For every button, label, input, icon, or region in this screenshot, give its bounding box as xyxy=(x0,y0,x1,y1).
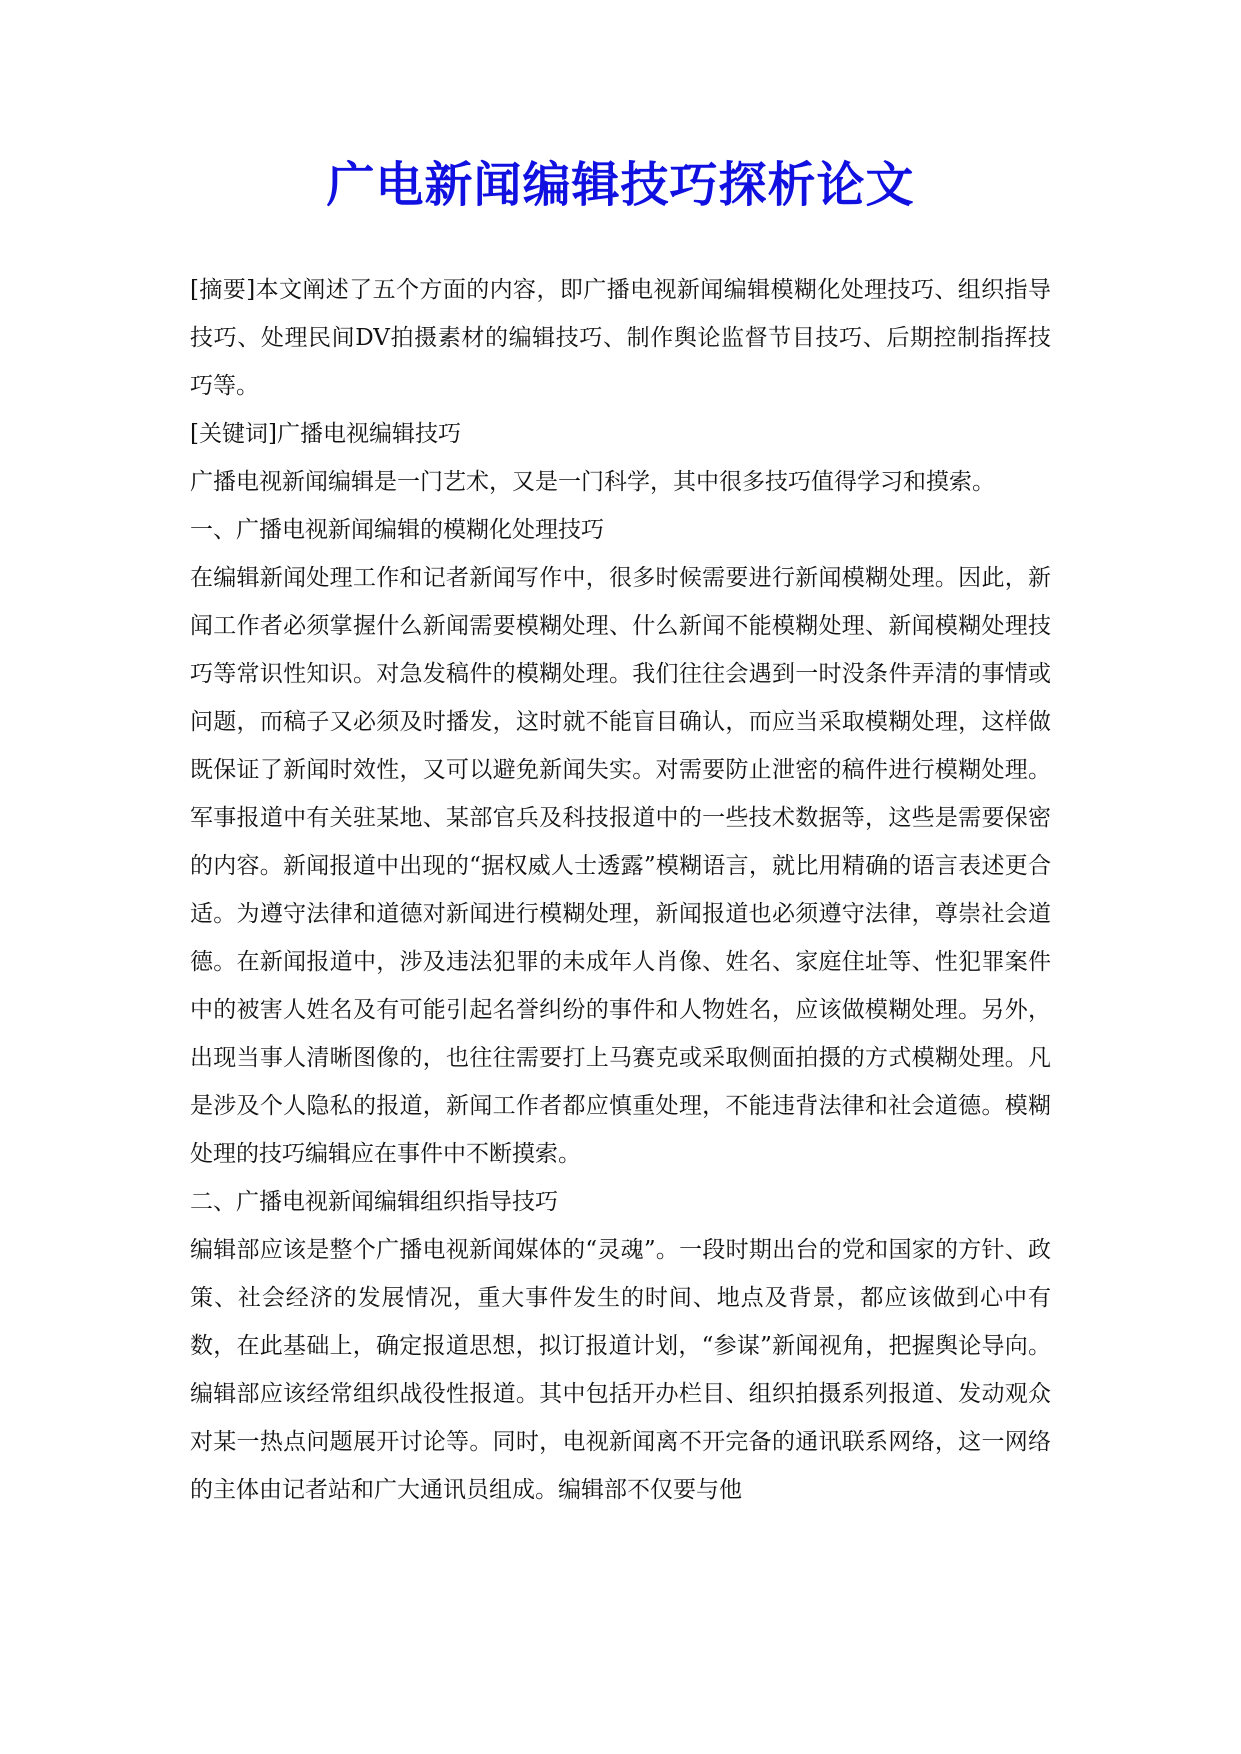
body-paragraph: 在编辑新闻处理工作和记者新闻写作中，很多时候需要进行新闻模糊处理。因此，新闻工作者必须掌握什么新闻需要模糊处理、什么新闻不能模糊处理、新闻模糊处理技巧等常识性知识。对急发稿件的模糊处理。我们往往会遇到一时没条件弄清的事情或问题，而稿子又必须及时播发，这时就不能盲目确认，而应当采取模糊处理，这样做既保证了新闻时效性，又可以避免新闻失实。对需要防止泄密的稿件进行模糊处理。军事报道中有关驻某地、某部官兵及科技报道中的一些技术数据等，这些是需要保密的内容。新闻报道中出现的“据权威人士透露”模糊语言，就比用精确的语言表述更合适。为遵守法律和道德对新闻进行模糊处理，新闻报道也必须遵守法律，尊崇社会道德。在新闻报道中，涉及违法犯罪的未成年人肖像、姓名、家庭住址等、性犯罪案件中的被害人姓名及有可能引起名誉纠纷的事件和人物姓名，应该做模糊处理。另外，出现当事人清晰图像的，也往往需要打上马赛克或采取侧面拍摄的方式模糊处理。凡是涉及个人隐私的报道，新闻工作者都应慎重处理，不能违背法律和社会道德。模糊处理的技巧编辑应在事件中不断摸索。 xyxy=(190,565,1051,1167)
document-title: 广电新闻编辑技巧探析论文 xyxy=(326,157,915,213)
body-paragraph: 编辑部应该是整个广播电视新闻媒体的“灵魂”。一段时期出台的党和国家的方针、政策、社会经济的发展情况，重大事件发生的时间、地点及背景，都应该做到心中有数，在此基础上，确定报道思想，拟订报道计划，“参谋”新闻视角，把握舆论导向。编辑部应该经常组织战役性报道。其中包括开办栏目、组织拍摄系列报道、发动观众对某一热点问题展开讨论等。同时，电视新闻离不开完备的通讯联系网络，这一网络的主体由记者站和广大通讯员组成。编辑部不仅要与他 xyxy=(190,1237,1051,1503)
document-body xyxy=(190,266,1051,1514)
intro-paragraph: 广播电视新闻编辑是一门艺术，又是一门科学，其中很多技巧值得学习和摸索。 xyxy=(190,469,995,495)
section-heading-1: 一、广播电视新闻编辑的模糊化处理技巧 xyxy=(190,517,604,543)
abstract-paragraph: [摘要]本文阐述了五个方面的内容，即广播电视新闻编辑模糊化处理技巧、组织指导技巧、处理民间DV拍摄素材的编辑技巧、制作舆论监督节目技巧、后期控制指挥技巧等。 xyxy=(190,277,1051,399)
keywords-paragraph: [关键词]广播电视编辑技巧 xyxy=(190,421,461,447)
section-heading-2: 二、广播电视新闻编辑组织指导技巧 xyxy=(190,1189,558,1215)
